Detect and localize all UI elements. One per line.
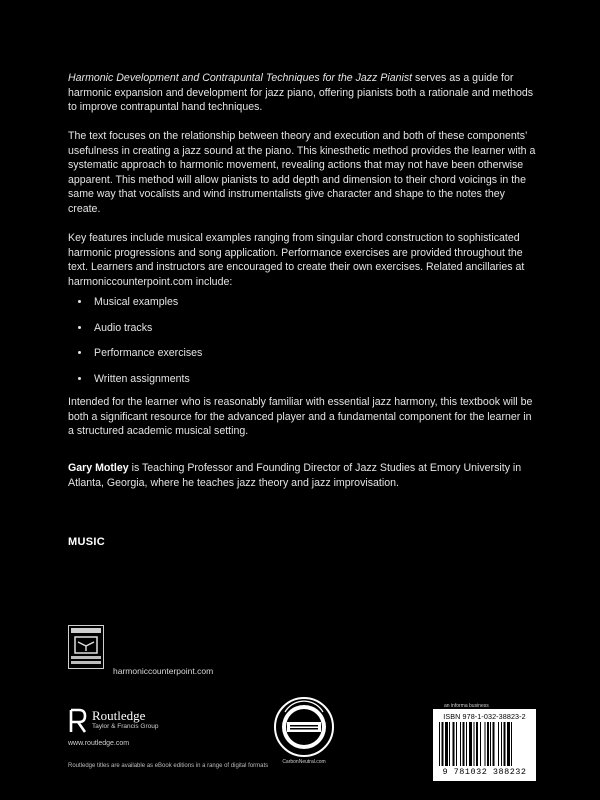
features-paragraph bbox=[68, 231, 538, 289]
intended-text: Intended for the learner who is reasonably familiar with essential jazz harmony, this textbook will be both a significant resource for the advanced player and a fundamental component for the learner in a structured academic musical setting. bbox=[68, 396, 533, 438]
author-bio-text: is Teaching Professor and Founding Director of Jazz Studies at Emory University in Atlanta, Georgia, where he teaches jazz theory and jazz improvisation. bbox=[68, 462, 522, 489]
seal-caption: CarbonNeutral.com bbox=[282, 759, 326, 765]
list-item: Audio tracks bbox=[78, 321, 202, 347]
list-item: Performance exercises bbox=[78, 346, 202, 372]
focus-paragraph bbox=[68, 129, 538, 217]
publisher-url[interactable]: www.routledge.com bbox=[68, 740, 130, 747]
publisher-name-block bbox=[92, 709, 158, 731]
isbn-label: ISBN 978-1-032-38823-2 bbox=[443, 712, 526, 721]
barcode bbox=[433, 709, 536, 781]
barcode-bars-icon bbox=[439, 722, 530, 766]
publisher-group: Taylor & Francis Group bbox=[92, 723, 159, 730]
ancillary-website[interactable]: harmoniccounterpoint.com bbox=[113, 666, 214, 676]
subject-category: MUSIC bbox=[68, 536, 105, 548]
publisher-name: Routledge bbox=[92, 708, 146, 723]
author-name: Gary Motley bbox=[68, 462, 129, 474]
intro-paragraph bbox=[68, 71, 538, 115]
intro-text: serves as a guide for harmonic expansion and development for jazz piano, offering pianists both a rationale and methods to improve contrapuntal hand techniques. bbox=[68, 72, 534, 114]
routledge-logo-icon bbox=[68, 708, 88, 734]
features-text: Key features include musical examples ranging from singular chord construction to sophisticated harmonic progressions and song application. Performance exercises are provided throughout the text. Learners and instructors are encouraged to create their own exercises. Related ancillaries at harmoniccounterpoint.com include: bbox=[68, 232, 525, 288]
book-title: Harmonic Development and Contrapuntal Techniques for the Jazz Pianist bbox=[68, 72, 413, 84]
author-bio bbox=[68, 461, 538, 490]
intended-paragraph bbox=[68, 395, 538, 439]
list-item: Musical examples bbox=[78, 295, 202, 321]
focus-text: The text focuses on the relationship between theory and execution and both of these components’ usefulness in creating a jazz sound at the piano. This kinesthetic method provides the learner with a systematic approach to harmonic movement, revealing actions that may not have been otherwise apparent. This method will allow pianists to add depth and dimension to their chord voicings in the same way that vocalists and wind instrumentalists give character and shape to the notes they create. bbox=[68, 130, 536, 215]
ebook-footer-note: Routledge titles are available as eBook editions in a range of digital formats bbox=[68, 763, 269, 769]
ancillaries-list bbox=[78, 295, 202, 397]
isbn-top-text: an informa business bbox=[444, 703, 489, 709]
barcode-digits: 9 781032 388232 bbox=[442, 767, 527, 777]
list-item: Written assignments bbox=[78, 372, 202, 398]
carbon-neutral-seal-icon bbox=[273, 696, 335, 758]
ebook-badge-icon bbox=[68, 625, 104, 669]
